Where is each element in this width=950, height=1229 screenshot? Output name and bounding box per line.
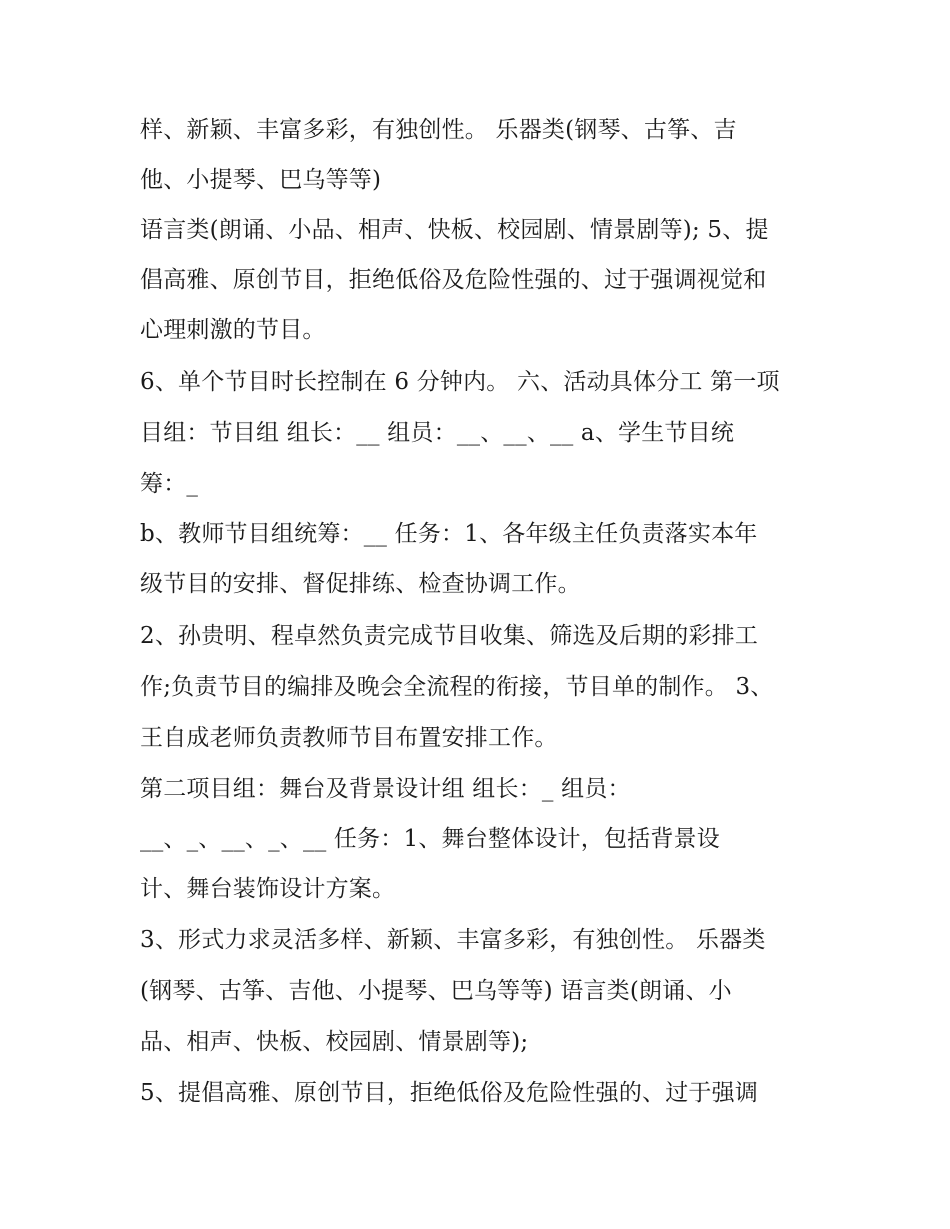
text-line: __、_、__、_、__ 任务：1、舞台整体设计，包括背景设	[140, 826, 720, 852]
text-line: 5、提倡高雅、原创节目，拒绝低俗及危险性强的、过于强调	[140, 1080, 759, 1106]
text-line: 语言类(朗诵、小品、相声、快板、校园剧、情景剧等); 5、提	[140, 217, 769, 243]
text-line: 计、舞台装饰设计方案。	[140, 876, 396, 902]
text-line: 他、小提琴、巴乌等等)	[140, 167, 382, 193]
text-line: 作;负责节目的编排及晚会全流程的衔接，节目单的制作。 3、	[140, 674, 774, 700]
text-line: 6、单个节目时长控制在 6 分钟内。 六、活动具体分工 第一项	[140, 369, 780, 395]
text-line: 第二项目组：舞台及背景设计组 组长：_ 组员：	[140, 776, 631, 802]
text-line: 3、形式力求灵活多样、新颖、丰富多彩，有独创性。 乐器类	[140, 927, 766, 953]
text-line: 筹：_	[140, 471, 199, 497]
text-line: 倡高雅、原创节目，拒绝低俗及危险性强的、过于强调视觉和	[140, 267, 767, 293]
text-line: (钢琴、古筝、吉他、小提琴、巴乌等等) 语言类(朗诵、小	[140, 978, 732, 1004]
text-line: 目组：节目组 组长：__ 组员：__、__、__ a、学生节目统	[140, 420, 735, 446]
text-line: 心理刺激的节目。	[140, 317, 326, 343]
text-line: 品、相声、快板、校园剧、情景剧等);	[140, 1029, 529, 1055]
text-line: 样、新颖、丰富多彩，有独创性。 乐器类(钢琴、古筝、吉	[140, 117, 737, 143]
text-line: 王自成老师负责教师节目布置安排工作。	[140, 725, 558, 751]
text-line: 级节目的安排、督促排练、检查协调工作。	[140, 571, 581, 597]
text-line: b、教师节目组统筹：__ 任务：1、各年级主任负责落实本年	[140, 521, 758, 547]
text-line: 2、孙贵明、程卓然负责完成节目收集、筛选及后期的彩排工	[140, 623, 759, 649]
